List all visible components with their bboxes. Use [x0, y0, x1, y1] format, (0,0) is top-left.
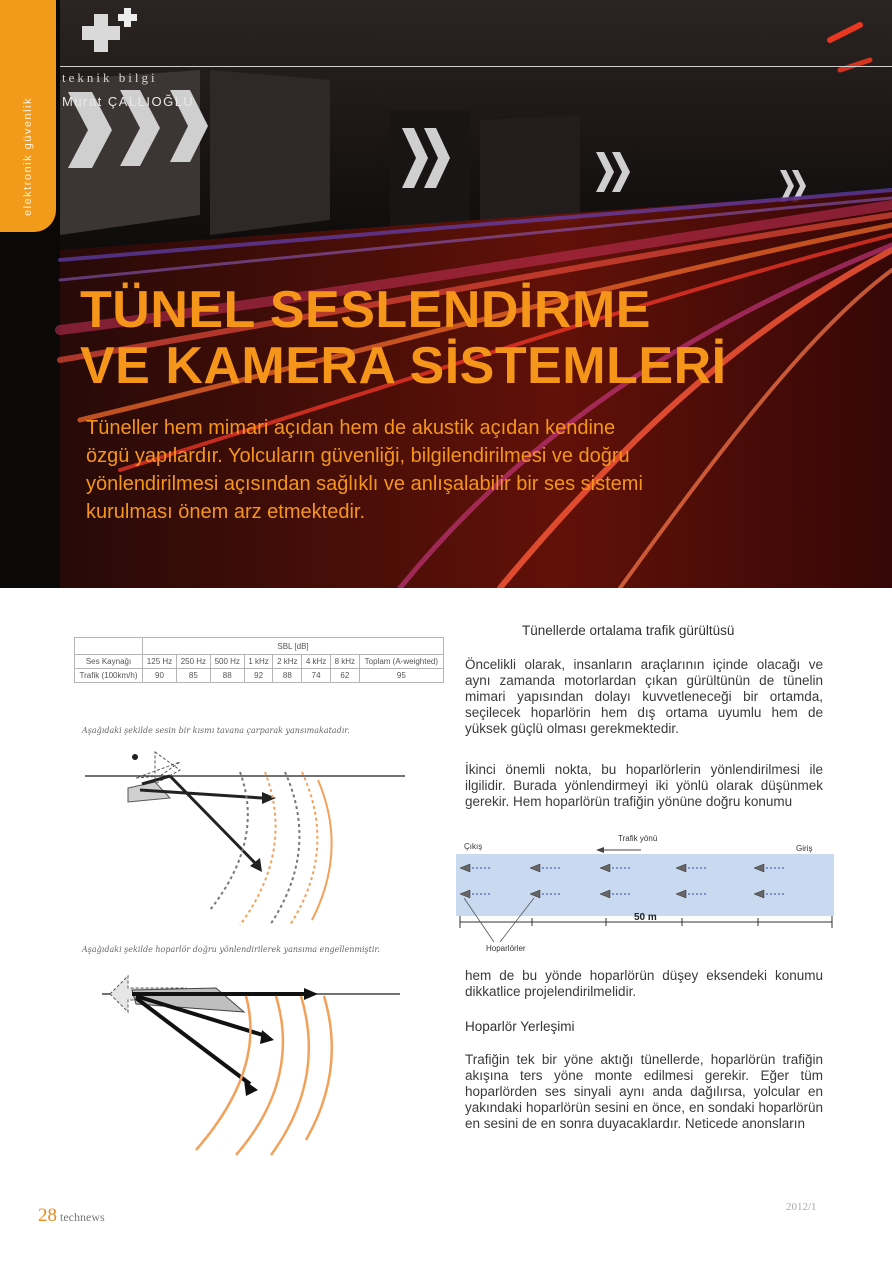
- page-number: 28: [38, 1205, 57, 1226]
- table-col-header: 2 kHz: [273, 655, 302, 669]
- table-cell: 74: [302, 669, 331, 683]
- paragraph-4: [465, 1052, 823, 1132]
- diagram-entry-label: Giriş: [796, 844, 813, 853]
- section-tab-label: elektronik güvenlik: [22, 97, 34, 216]
- paragraph-3: [465, 968, 823, 1000]
- issue-number: 2012/1: [786, 1201, 817, 1213]
- page-folio: [38, 1205, 105, 1227]
- table-col-header: 500 Hz: [210, 655, 244, 669]
- table-cell: 88: [210, 669, 244, 683]
- table-group-header: SBL [dB]: [143, 638, 444, 655]
- diagram-distance-label: 50 m: [634, 912, 657, 923]
- table-header-row: [75, 655, 444, 669]
- paragraph-2-text: İkinci önemli nokta, bu hoparlörlerin yönlendirilmesi ile ilgilidir. Burada yönlendirmeyi iki yönlü olarak düşünmek gerekir. Hem hoparlörün trafiğin yönüne doğru konumu: [465, 762, 823, 809]
- table-cell: 90: [143, 669, 177, 683]
- title-line-1: TÜNEL SESLENDİRME: [80, 281, 651, 339]
- reflection-figure-1: [80, 740, 410, 930]
- paragraph-1-text: Öncelikli olarak, insanların araçlarının içinde olacağı ve aynı zamanda motorlardan çıkan gürültünün de tünelin mimari yapısından dolayı kuvvetleneceği bir ortamda, seçilecek hoparlörin hem dış ortama uyumlu hem de yüksek güçlü olması gerekmektedir.: [465, 657, 823, 736]
- diagram-traffic-label: Trafik yönü: [618, 834, 658, 843]
- header-rule: [60, 66, 892, 67]
- section1-title: Tünellerde ortalama trafik gürültüsü: [522, 623, 735, 638]
- table-cell: 62: [330, 669, 359, 683]
- kicker: teknik bilgi: [62, 70, 158, 85]
- table-col-header: 125 Hz: [143, 655, 177, 669]
- title-line-2: VE KAMERA SİSTEMLERİ: [80, 337, 727, 395]
- table-cell: 95: [359, 669, 443, 683]
- table-col-header: 8 kHz: [330, 655, 359, 669]
- table-col-header: 250 Hz: [176, 655, 210, 669]
- table-row-label: Trafik (100km/h): [75, 669, 143, 683]
- figure1-caption: Aşağıdaki şekilde sesin bir kısmı tavana çarparak yansımakatadır.: [82, 726, 350, 735]
- paragraph-3-text: hem de bu yönde hoparlörün düşey eksendeki konumu dikkatlice projelendirilmelidir.: [465, 968, 823, 999]
- sbl-table: [74, 637, 444, 683]
- article-title: [80, 282, 727, 394]
- diagram-exit-label: Çıkış: [464, 842, 483, 851]
- table-col-header: Ses Kaynağı: [75, 655, 143, 669]
- figure2-caption: Aşağıdaki şekilde hoparlör doğru yönlendirilerek yansıma engellenmiştir.: [82, 945, 380, 954]
- hero-banner: [0, 0, 892, 588]
- diagram-speakers-label: Hoparlörler: [486, 944, 526, 953]
- paragraph-2: [465, 762, 823, 810]
- table-cell: 92: [244, 669, 273, 683]
- table-col-header: 4 kHz: [302, 655, 331, 669]
- magazine-name: technews: [60, 1210, 105, 1224]
- table-col-header: 1 kHz: [244, 655, 273, 669]
- paragraph-4-text: Trafiğin tek bir yöne aktığı tünellerde, hoparlörün trafiğin akışına ters yöne monte edilmesi gerekir. Eğer tüm hoparlörden ses sinyali aynı anda dağılırsa, yolcular en yakındaki hoparlörün sesini en önce, en sondaki hoparlörün en sesini de en sonra duyacaklardır. Neticede anonsların: [465, 1052, 823, 1131]
- reflection-figure-2: [96, 960, 406, 1160]
- table-col-header: Toplam (A-weighted): [359, 655, 443, 669]
- table-corner: [75, 638, 143, 655]
- paragraph-1: [465, 657, 823, 737]
- table-cell: 88: [273, 669, 302, 683]
- table-row: [75, 669, 444, 683]
- author: Murat ÇALLIOĞLU: [62, 94, 195, 109]
- section-tab: [0, 0, 56, 232]
- table-cell: 85: [176, 669, 210, 683]
- tunnel-diagram: [456, 832, 836, 958]
- tunnel-diagram-graphic: [456, 832, 836, 958]
- plus-logo-icon: [80, 8, 144, 60]
- lead-paragraph: Tüneller hem mimari açıdan hem de akustik açıdan kendine özgü yapılardır. Yolcuların güvenliği, bilgilendirilmesi ve doğru yönlendirilmesi açısından sağlıklı ve anlışalabilir bir ses sistemi kurulması önem arz etmektedir.: [86, 417, 643, 523]
- section2-title: Hoparlör Yerleşimi: [465, 1019, 575, 1034]
